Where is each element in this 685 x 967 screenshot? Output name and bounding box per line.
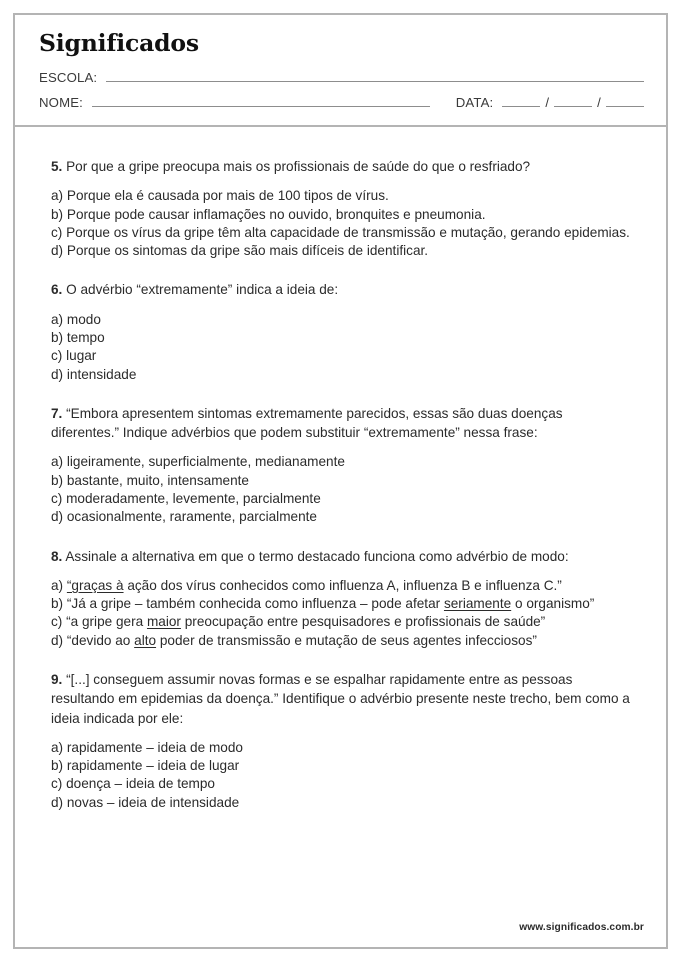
question-number: 6.: [51, 282, 63, 298]
option-label: c): [51, 491, 63, 506]
footer-url: www.significados.com.br: [519, 922, 644, 933]
option-text: rapidamente – ideia de lugar: [66, 758, 240, 774]
option-item[interactable]: [51, 595, 632, 613]
option-text: intensidade: [66, 366, 137, 382]
question-block: [51, 157, 632, 260]
name-input-line[interactable]: [92, 95, 430, 107]
option-text: rapidamente – ideia de modo: [66, 739, 243, 755]
option-label: a): [51, 311, 64, 327]
option-item[interactable]: [51, 242, 632, 260]
question-block: [51, 280, 632, 383]
option-item[interactable]: [51, 739, 632, 757]
option-label: b): [51, 758, 64, 774]
option-list: [51, 311, 632, 384]
option-highlighted-term: seriamente: [443, 596, 512, 612]
option-item[interactable]: [51, 453, 632, 471]
name-label: NOME:: [39, 94, 83, 110]
option-item[interactable]: [51, 775, 632, 793]
option-item[interactable]: [51, 187, 632, 205]
option-label: a): [51, 739, 64, 755]
question-number: 5.: [51, 159, 63, 174]
date-day-input[interactable]: [502, 95, 540, 107]
question-stem: [51, 280, 632, 299]
option-label: a): [51, 188, 64, 204]
option-text: ligeiramente, superficialmente, medianamente: [66, 454, 345, 470]
option-item[interactable]: [51, 577, 632, 595]
date-label: DATA:: [455, 94, 494, 110]
option-label: c): [51, 614, 63, 630]
option-label: d): [51, 243, 64, 259]
option-item[interactable]: [51, 508, 632, 526]
question-stem-text: “[...] conseguem assumir novas formas e se espalhar rapidamente entre as pessoas resultando em epidemias da doença.” Identifique o advérbio presente neste trecho, bem como a ideia indicada por ele:: [51, 671, 630, 726]
option-text-after: preocupação entre pesquisadores e profissionais de saúde”: [180, 614, 546, 630]
option-item[interactable]: [51, 347, 632, 365]
option-label: d): [51, 366, 64, 382]
question-stem: [51, 404, 632, 443]
questions-container: [15, 127, 666, 812]
option-highlighted-term: maior: [146, 614, 181, 630]
option-item[interactable]: [51, 224, 632, 242]
brand-title: Significados: [39, 29, 199, 57]
option-text-after: ação dos vírus conhecidos como influenza A, influenza B e influenza C.”: [123, 577, 562, 593]
question-stem-text: O advérbio “extremamente” indica a ideia de:: [62, 282, 339, 298]
option-label: a): [51, 577, 64, 593]
question-number: 8.: [51, 548, 63, 564]
option-highlighted-term: “graças à: [66, 577, 124, 593]
option-text: modo: [66, 311, 101, 327]
question-stem: [51, 670, 632, 728]
question-stem: [51, 547, 632, 566]
question-stem-text: Por que a gripe preocupa mais os profissionais de saúde do que o resfriado?: [62, 159, 531, 174]
date-separator-1: /: [545, 94, 550, 110]
option-item[interactable]: [51, 206, 632, 224]
option-list: [51, 577, 632, 650]
option-list: [51, 739, 632, 812]
option-item[interactable]: [51, 311, 632, 329]
option-text-after: poder de transmissão e mutação de seus agentes infecciosos”: [156, 632, 537, 648]
option-item[interactable]: [51, 329, 632, 347]
option-label: d): [51, 794, 64, 810]
option-label: a): [51, 454, 64, 470]
option-text: bastante, muito, intensamente: [66, 472, 249, 488]
question-stem-text: “Embora apresentem sintomas extremamente parecidos, essas são duas doenças diferentes.” Indique advérbios que podem substituir “extremamente” nessa frase:: [51, 405, 563, 441]
question-block: [51, 670, 632, 812]
option-item[interactable]: [51, 472, 632, 490]
school-field-row: [39, 70, 644, 85]
school-label: ESCOLA:: [39, 69, 98, 85]
option-text: Porque os vírus da gripe têm alta capacidade de transmissão e mutação, gerando epidemias.: [66, 224, 630, 240]
name-field-row: [39, 95, 644, 110]
question-number: 7.: [51, 405, 63, 421]
option-text: doença – ideia de tempo: [66, 776, 215, 792]
school-input-line[interactable]: [106, 70, 644, 82]
option-text: Porque os sintomas da gripe são mais difíceis de identificar.: [66, 243, 429, 259]
option-text: lugar: [66, 348, 97, 364]
option-label: b): [51, 472, 64, 488]
worksheet-header: [15, 15, 666, 127]
option-label: c): [51, 776, 63, 792]
date-year-input[interactable]: [606, 95, 644, 107]
date-field-group: [456, 95, 644, 110]
option-text: ocasionalmente, raramente, parcialmente: [66, 509, 317, 525]
date-separator-2: /: [597, 94, 601, 110]
option-label: b): [51, 206, 64, 222]
question-block: [51, 547, 632, 650]
option-text-before: “devido ao: [66, 632, 135, 648]
option-label: d): [51, 509, 64, 525]
option-item[interactable]: [51, 794, 632, 812]
option-item[interactable]: [51, 632, 632, 650]
option-label: b): [51, 596, 64, 612]
option-label: d): [51, 632, 64, 648]
option-item[interactable]: [51, 366, 632, 384]
option-item[interactable]: [51, 613, 632, 631]
option-list: [51, 453, 632, 526]
question-stem-text: Assinale a alternativa em que o termo destacado funciona como advérbio de modo:: [62, 548, 569, 564]
option-label: c): [51, 224, 63, 240]
option-list: [51, 187, 632, 260]
option-text-before: “Já a gripe – também conhecida como influenza – pode afetar: [66, 596, 444, 612]
option-item[interactable]: [51, 757, 632, 775]
option-highlighted-term: alto: [134, 632, 157, 648]
question-block: [51, 404, 632, 527]
option-text: Porque ela é causada por mais de 100 tipos de vírus.: [66, 188, 389, 204]
option-item[interactable]: [51, 490, 632, 508]
date-month-input[interactable]: [554, 95, 592, 107]
option-text: Porque pode causar inflamações no ouvido, bronquites e pneumonia.: [66, 206, 486, 222]
question-stem: [51, 157, 632, 176]
option-text: moderadamente, levemente, parcialmente: [66, 491, 321, 506]
option-text: novas – ideia de intensidade: [66, 794, 240, 810]
option-text-before: “a gripe gera: [66, 614, 147, 630]
option-label: c): [51, 348, 63, 364]
question-number: 9.: [51, 671, 63, 687]
option-text: tempo: [66, 330, 105, 345]
worksheet-page: [13, 13, 668, 949]
option-text-after: o organismo”: [511, 596, 595, 612]
option-label: b): [51, 330, 64, 345]
